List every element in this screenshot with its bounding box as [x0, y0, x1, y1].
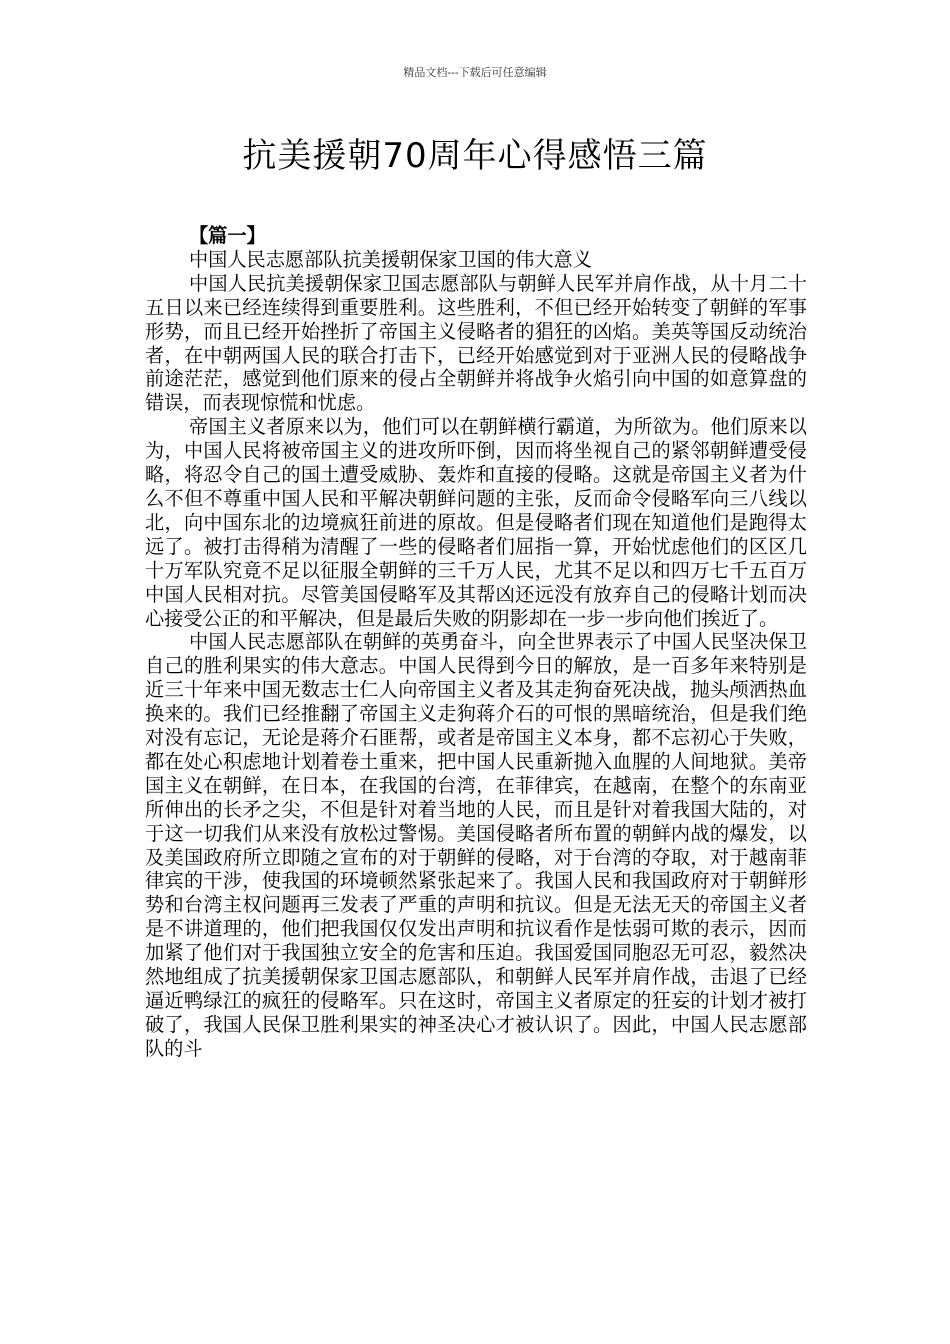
- document-title: 抗美援朝70周年心得感悟三篇: [242, 136, 708, 176]
- paragraph-3: 中国人民志愿部队在朝鲜的英勇奋斗，向全世界表示了中国人民坚决保卫自己的胜利果实的伟大意志。中国人民得到今日的解放，是一百多年来特别是近三十年来中国无数志士仁人向帝国主义者及其走狗奋死决战，抛头颅洒热血换来的。我们已经推翻了帝国主义走狗蒋介石的可恨的黑暗统治，但是我们绝对没有忘记，无论是蒋介石匪帮，或者是帝国主义本身，都不忘初心于失败，都在处心积虑地计划着卷土重来，把中国人民重新抛入血腥的人间地狱。美帝国主义在朝鲜，在日本，在我国的台湾，在菲律宾，在越南，在整个的东南亚所伸出的长矛之尖，不但是针对着当地的人民，而且是针对着我国大陆的，对于这一切我们从来没有放松过警惕。美国侵略者所布置的朝鲜内战的爆发，以及美国政府所立即随之宣布的对于朝鲜的侵略，对于台湾的夺取，对于越南菲律宾的干涉，使我国的环境顿然紧张起来了。我国人民和我国政府对于朝鲜形势和台湾主权问题再三发表了严重的声明和抗议。但是无法无天的帝国主义者是不讲道理的，他们把我国仅仅发出声明和抗议看作是怯弱可欺的表示，因而加紧了他们对于我国独立安全的危害和压迫。我国爱国同胞忍无可忍，毅然决然地组成了抗美援朝保家卫国志愿部队，和朝鲜人民军并肩作战，击退了已经逼近鸭绿江的疯狂的侵略军。只在这时，帝国主义者原定的狂妄的计划才被打破了，我国人民保卫胜利果实的神圣决心才被认识了。因此，中国人民志愿部队的斗: [145, 630, 807, 1060]
- header-note: 精品文档---下载后可任意编辑: [403, 66, 547, 79]
- paragraph-1: 中国人民抗美援朝保家卫国志愿部队与朝鲜人民军并肩作战，从十月二十五日以来已经连续得到重要胜利。这些胜利，不但已经开始转变了朝鲜的军事形势，而且已经开始挫折了帝国主义侵略者的猖狂的凶焰。美英等国反动统治者，在中朝两国人民的联合打击下，已经开始感觉到对于亚洲人民的侵略战争前途茫茫，感觉到他们原来的侵占全朝鲜并将战争火焰引向中国的如意算盘的错误，而表现惊慌和忧虑。: [145, 271, 807, 415]
- section-subtitle: 中国人民志愿部队抗美援朝保家卫国的伟大意义: [189, 247, 592, 271]
- document-body: [145, 224, 807, 1061]
- paragraph-2: 帝国主义者原来以为，他们可以在朝鲜横行霸道，为所欲为。他们原来以为，中国人民将被帝国主义的进攻所吓倒，因而将坐视自己的紧邻朝鲜遭受侵略，将忍令自己的国土遭受威胁、轰炸和直接的侵略。这就是帝国主义者为什么不但不尊重中国人民和平解决朝鲜问题的主张，反而命令侵略军向三八线以北，向中国东北的边境疯狂前进的原故。但是侵略者们现在知道他们是跑得太远了。被打击得稍为清醒了一些的侵略者们屈指一算，开始忧虑他们的区区几十万军队究竟不足以征服全朝鲜的三千万人民，尤其不足以和四万七千五百万中国人民相对抗。尽管美国侵略军及其帮凶还远没有放弃自己的侵略计划而决心接受公正的和平解决，但是最后失败的阴影却在一步一步向他们挨近了。: [145, 415, 807, 630]
- section-label: 【篇一】: [189, 224, 266, 247]
